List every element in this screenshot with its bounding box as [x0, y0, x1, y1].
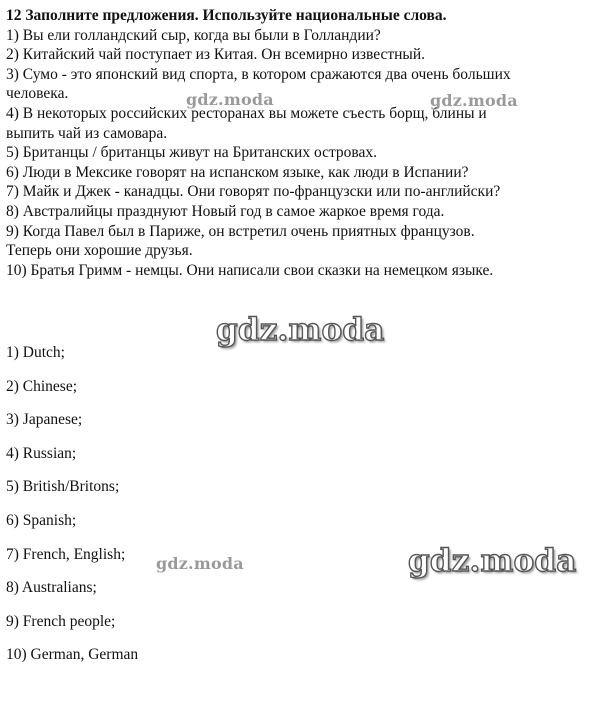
answer-item: 7) French, English;	[6, 545, 126, 563]
answer-item: 3) Japanese;	[6, 411, 83, 429]
exercise-title: 12 Заполните предложения. Используйте национальные слова.	[6, 7, 447, 24]
answer-item: 9) French people;	[6, 612, 116, 630]
exercise-text	[6, 6, 606, 280]
watermark: gdz.moda	[156, 554, 244, 573]
answer-item: 6) Spanish;	[6, 511, 77, 529]
exercise-line: 1) Вы ели голландский сыр, когда вы были в Голландии?	[6, 26, 381, 44]
exercise-line: 8) Австралийцы празднуют Новый год в самое жаркое время года.	[6, 202, 445, 220]
answer-item: 2) Chinese;	[6, 377, 78, 395]
exercise-line: 5) Британцы / британцы живут на Британских островах.	[6, 144, 378, 162]
exercise-line: 10) Братья Гримм - немцы. Они написали свои сказки на немецком языке.	[6, 261, 494, 279]
exercise-line: человека.	[6, 85, 69, 103]
answer-item: 1) Dutch;	[6, 344, 65, 361]
watermark: gdz.moda	[186, 90, 274, 109]
exercise-line: 4) В некоторых российских ресторанах вы можете съесть борщ, блины и	[6, 104, 487, 122]
exercise-line: 7) Майк и Джек - канадцы. Они говорят по-французски или по-английски?	[6, 183, 501, 201]
answer-list	[6, 343, 406, 679]
answer-item: 4) Russian;	[6, 444, 77, 462]
watermark: gdz.moda	[408, 543, 577, 579]
exercise-line: 6) Люди в Мексике говорят на испанском языке, как люди в Испании?	[6, 163, 469, 181]
exercise-line: выпить чай из самовара.	[6, 124, 168, 142]
exercise-line: Теперь они хорошие друзья.	[6, 242, 193, 260]
exercise-line: 2) Китайский чай поступает из Китая. Он всемирно известный.	[6, 46, 426, 64]
answer-item: 10) German, German	[6, 646, 139, 664]
answer-item: 5) British/Britons;	[6, 478, 120, 496]
watermark: gdz.moda	[216, 312, 385, 348]
exercise-line: 3) Сумо - это японский вид спорта, в котором сражаются два очень больших	[6, 65, 511, 83]
exercise-line: 9) Когда Павел был в Париже, он встретил очень приятных французов.	[6, 222, 475, 240]
watermark: gdz.moda	[430, 91, 518, 110]
answer-item: 8) Australians;	[6, 579, 97, 597]
